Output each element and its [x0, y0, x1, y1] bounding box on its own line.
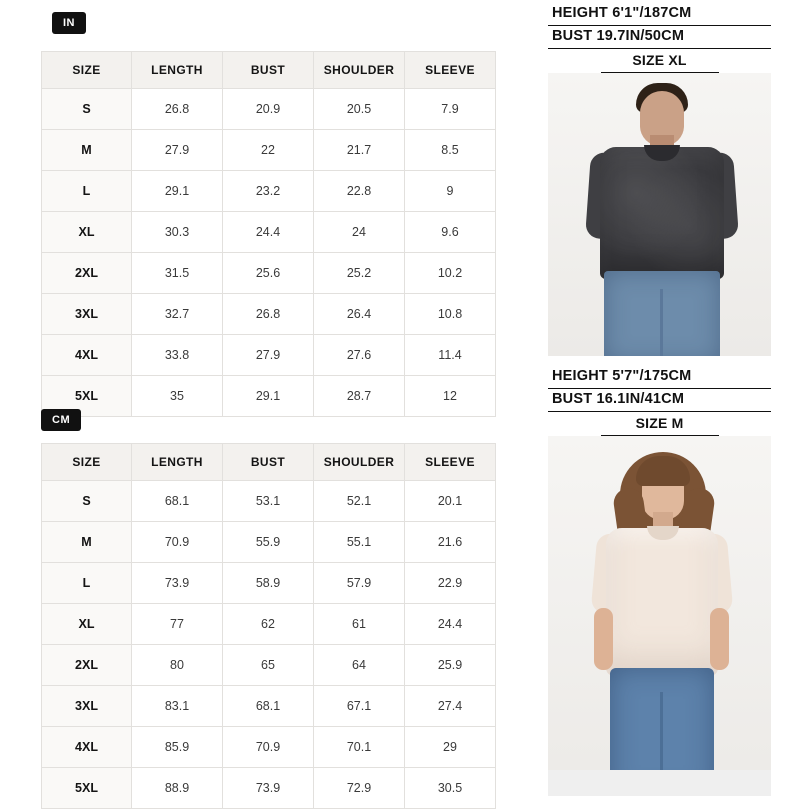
cell-sleeve: 22.9 — [405, 563, 496, 604]
column-header-bust: BUST — [223, 444, 314, 481]
cell-length: 80 — [132, 645, 223, 686]
model-arm-right — [710, 608, 729, 670]
table-row — [42, 171, 496, 212]
cell-bust: 20.9 — [223, 89, 314, 130]
cell-shoulder: 64 — [314, 645, 405, 686]
column-header-size: SIZE — [42, 444, 132, 481]
table-row — [42, 686, 496, 727]
model-spec-block — [548, 363, 771, 436]
cell-size: 2XL — [42, 253, 132, 294]
cell-shoulder: 61 — [314, 604, 405, 645]
cell-size: 4XL — [42, 727, 132, 768]
model-photo-female — [548, 436, 771, 796]
cell-size: S — [42, 89, 132, 130]
cell-size: XL — [42, 212, 132, 253]
cell-sleeve: 9 — [405, 171, 496, 212]
cell-length: 70.9 — [132, 522, 223, 563]
table-header-row — [42, 52, 496, 89]
column-header-shoulder: SHOULDER — [314, 52, 405, 89]
cell-shoulder: 57.9 — [314, 563, 405, 604]
column-header-length: LENGTH — [132, 444, 223, 481]
cell-length: 31.5 — [132, 253, 223, 294]
cell-size: 3XL — [42, 686, 132, 727]
size-table-inches — [41, 51, 496, 417]
model-card-male — [548, 0, 771, 360]
table-row — [42, 563, 496, 604]
cell-sleeve: 10.8 — [405, 294, 496, 335]
model-card-female — [548, 363, 771, 800]
cell-size: 3XL — [42, 294, 132, 335]
cell-bust: 68.1 — [223, 686, 314, 727]
cell-sleeve: 25.9 — [405, 645, 496, 686]
column-header-size: SIZE — [42, 52, 132, 89]
cell-length: 26.8 — [132, 89, 223, 130]
cell-bust: 26.8 — [223, 294, 314, 335]
unit-badge-in: IN — [52, 12, 86, 34]
cell-shoulder: 67.1 — [314, 686, 405, 727]
cell-shoulder: 22.8 — [314, 171, 405, 212]
tshirt-body — [606, 528, 718, 676]
cell-bust: 23.2 — [223, 171, 314, 212]
cell-length: 83.1 — [132, 686, 223, 727]
cell-shoulder: 20.5 — [314, 89, 405, 130]
column-header-sleeve: SLEEVE — [405, 52, 496, 89]
model-height-text: HEIGHT 6'1"/187CM — [548, 3, 771, 26]
table-row — [42, 768, 496, 809]
model-photo-male — [548, 73, 771, 356]
cell-size: S — [42, 481, 132, 522]
cell-bust: 62 — [223, 604, 314, 645]
cell-shoulder: 70.1 — [314, 727, 405, 768]
cell-sleeve: 8.5 — [405, 130, 496, 171]
cell-bust: 70.9 — [223, 727, 314, 768]
cell-length: 27.9 — [132, 130, 223, 171]
model-bust-text: BUST 16.1IN/41CM — [548, 389, 771, 412]
model-size-text: SIZE M — [601, 412, 719, 436]
cell-size: 2XL — [42, 645, 132, 686]
cell-length: 33.8 — [132, 335, 223, 376]
photo-floor — [548, 770, 771, 796]
model-arm-left — [594, 608, 613, 670]
unit-badge-in-wrapper — [52, 12, 86, 34]
unit-badge-cm: CM — [41, 409, 81, 431]
cell-shoulder: 72.9 — [314, 768, 405, 809]
tshirt-texture — [600, 147, 724, 279]
cell-sleeve: 30.5 — [405, 768, 496, 809]
cell-shoulder: 52.1 — [314, 481, 405, 522]
table-row — [42, 376, 496, 417]
unit-badge-cm-wrapper — [41, 409, 81, 431]
cell-sleeve: 10.2 — [405, 253, 496, 294]
cell-size: L — [42, 563, 132, 604]
table-row — [42, 481, 496, 522]
table-row — [42, 130, 496, 171]
cell-bust: 55.9 — [223, 522, 314, 563]
model-bust-text: BUST 19.7IN/50CM — [548, 26, 771, 49]
model-jeans-seam — [660, 289, 663, 356]
cell-size: L — [42, 171, 132, 212]
cell-bust: 65 — [223, 645, 314, 686]
cell-shoulder: 24 — [314, 212, 405, 253]
cell-length: 32.7 — [132, 294, 223, 335]
cell-sleeve: 27.4 — [405, 686, 496, 727]
cell-sleeve: 7.9 — [405, 89, 496, 130]
model-height-text: HEIGHT 5'7"/175CM — [548, 366, 771, 389]
cell-sleeve: 11.4 — [405, 335, 496, 376]
table-row — [42, 89, 496, 130]
column-header-sleeve: SLEEVE — [405, 444, 496, 481]
cell-length: 30.3 — [132, 212, 223, 253]
cell-size: 4XL — [42, 335, 132, 376]
cell-sleeve: 24.4 — [405, 604, 496, 645]
cell-bust: 58.9 — [223, 563, 314, 604]
cell-length: 77 — [132, 604, 223, 645]
cell-sleeve: 21.6 — [405, 522, 496, 563]
table-row — [42, 522, 496, 563]
table-row — [42, 212, 496, 253]
cell-shoulder: 28.7 — [314, 376, 405, 417]
cell-shoulder: 21.7 — [314, 130, 405, 171]
model-size-text: SIZE XL — [601, 49, 719, 73]
cell-bust: 24.4 — [223, 212, 314, 253]
cell-size: M — [42, 522, 132, 563]
model-spec-block — [548, 0, 771, 73]
cell-sleeve: 9.6 — [405, 212, 496, 253]
cell-length: 73.9 — [132, 563, 223, 604]
cell-shoulder: 26.4 — [314, 294, 405, 335]
table-header-row — [42, 444, 496, 481]
cell-sleeve: 12 — [405, 376, 496, 417]
cell-shoulder: 55.1 — [314, 522, 405, 563]
table-row — [42, 727, 496, 768]
size-table-centimeters — [41, 443, 496, 809]
cell-bust: 22 — [223, 130, 314, 171]
cell-size: M — [42, 130, 132, 171]
cell-bust: 29.1 — [223, 376, 314, 417]
column-header-length: LENGTH — [132, 52, 223, 89]
model-photos-column — [519, 0, 800, 800]
cell-sleeve: 29 — [405, 727, 496, 768]
cell-length: 85.9 — [132, 727, 223, 768]
table-row — [42, 253, 496, 294]
cell-size: 5XL — [42, 768, 132, 809]
cell-length: 68.1 — [132, 481, 223, 522]
column-header-shoulder: SHOULDER — [314, 444, 405, 481]
cell-size: 5XL — [42, 376, 132, 417]
cell-length: 35 — [132, 376, 223, 417]
cell-bust: 25.6 — [223, 253, 314, 294]
cell-length: 88.9 — [132, 768, 223, 809]
cell-length: 29.1 — [132, 171, 223, 212]
table-row — [42, 294, 496, 335]
table-row — [42, 604, 496, 645]
cell-bust: 53.1 — [223, 481, 314, 522]
table-row — [42, 335, 496, 376]
cell-bust: 73.9 — [223, 768, 314, 809]
cell-bust: 27.9 — [223, 335, 314, 376]
cell-size: XL — [42, 604, 132, 645]
column-header-bust: BUST — [223, 52, 314, 89]
cell-sleeve: 20.1 — [405, 481, 496, 522]
cell-shoulder: 27.6 — [314, 335, 405, 376]
table-row — [42, 645, 496, 686]
cell-shoulder: 25.2 — [314, 253, 405, 294]
